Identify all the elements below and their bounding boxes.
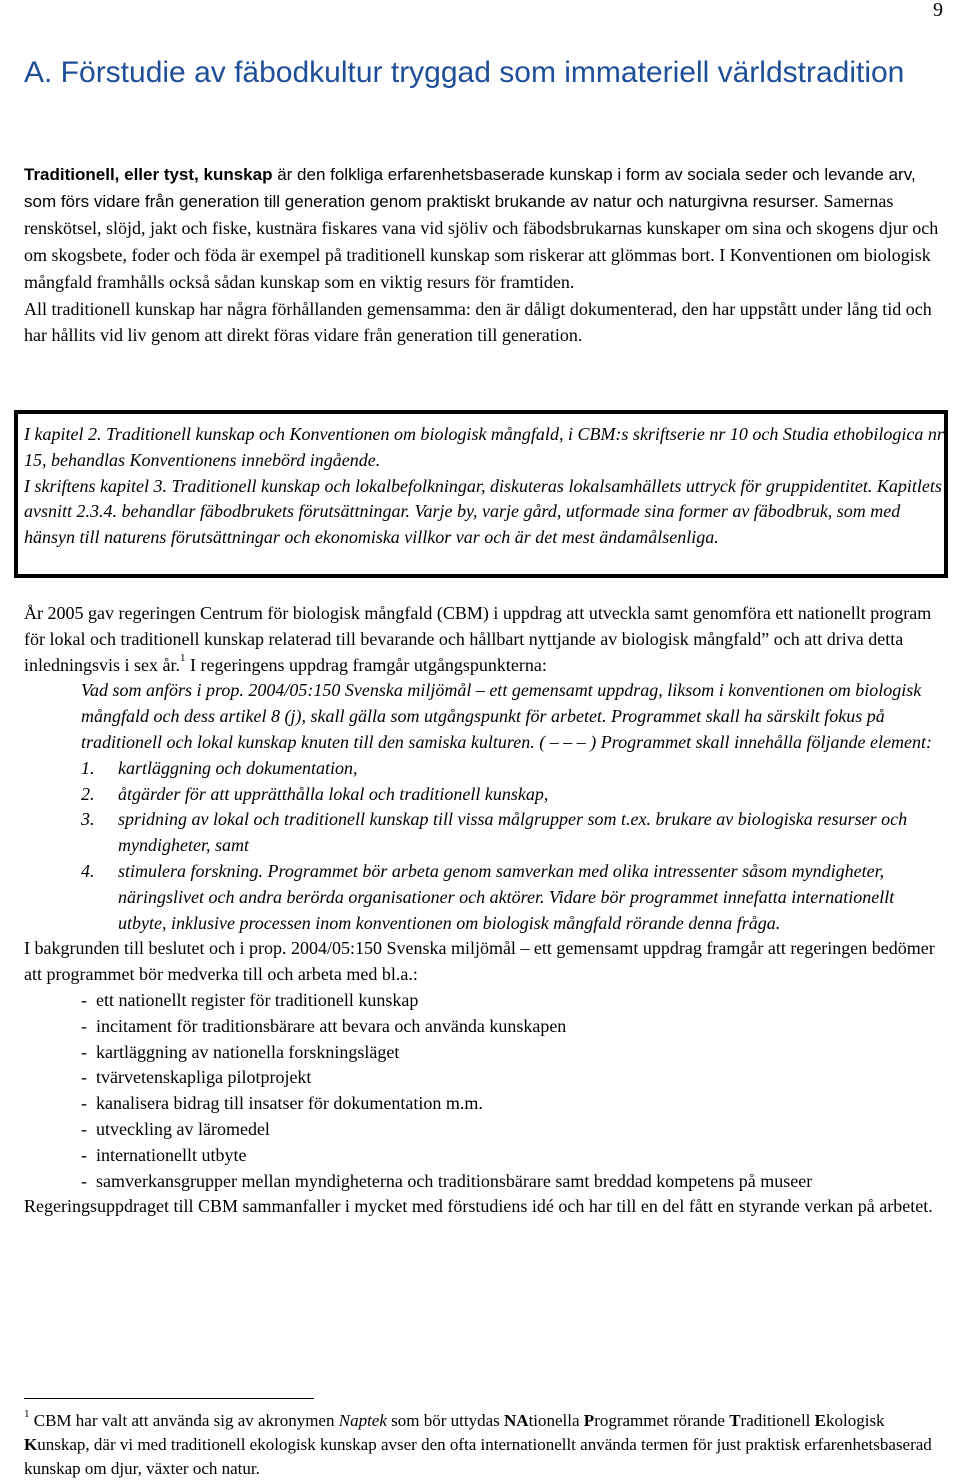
list-item: - tvärvetenskapliga pilotprojekt: [81, 1067, 312, 1088]
list-item: - ett nationellt register för traditionell kunskap: [81, 989, 419, 1010]
list-item: - kartläggning av nationella forskningsläget: [81, 1041, 400, 1062]
intro-p1-serif-text: Samernas renskötsel, slöjd, jakt och fiske, kustnära fiskares vana vid sjöliv och fäbodsbrukarnas kunskaper om sina och skogens djur och om skogsbete, foder och föda är exempel på traditionell kunskap som riskerar att glömmas bort. I Konventionen om biologisk mångfald framhålls också sådan kunskap som en viktig resurs för framtiden.: [24, 191, 939, 292]
acronym-letter: K: [24, 1435, 38, 1454]
page-number: 9: [933, 0, 943, 21]
main-section: [24, 601, 944, 1220]
main-paragraph-1: [24, 601, 944, 678]
list-item-text: kartläggning av nationella forskningsläget: [96, 1041, 400, 1062]
list-item-text: stimulera forskning. Programmet bör arbeta genom samverkan med olika intressenter såsom myndigheter, näringslivet och andra berörda organisationer och aktörer. Vidare bör programmet innefatta internationellt utbyte, inklusive processen inom konventionen om biologisk mångfald rörande denna fråga.: [118, 860, 895, 933]
acronym-letter: E: [814, 1411, 826, 1430]
list-item-number: 1.: [81, 757, 95, 778]
government-quote: Vad som anförs i prop. 2004/05:150 Svenska miljömål – ett gemensamt uppdrag, liksom i konventionen om biologisk mångfald och dess artikel 8 (j), skall gälla som utgångspunkt för arbetet. Programmet skall ha särskilt fokus på traditionell och lokal kunskap knuten till den samiska kulturen. ( – – – ) Programmet skall innehålla följande element:: [81, 680, 933, 752]
footnote: [24, 1409, 944, 1481]
list-item-text: internationellt utbyte: [96, 1144, 247, 1165]
list-item-number: 3.: [81, 809, 95, 830]
list-item: [24, 807, 944, 859]
list-item: [24, 782, 944, 808]
list-item: - incitament för traditionsbärare att bevara och använda kunskapen: [81, 1015, 567, 1036]
acronym-letter: T: [729, 1411, 741, 1430]
footnote-text: kologisk: [826, 1411, 885, 1430]
program-task-list: [24, 988, 944, 1194]
intro-section: [24, 162, 944, 348]
list-item-number: 4.: [81, 860, 95, 881]
footnote-text: raditionell: [740, 1411, 815, 1430]
footnote-text: som bör uttydas: [386, 1411, 504, 1430]
main-p1-text: År 2005 gav regeringen Centrum för biologisk mångfald (CBM) i uppdrag att utveckla samt genomföra ett nationellt program för lokal och traditionell kunskap relaterad till bevarande och hållbart nyttjande av biologisk mångfald” och att driva detta inledningsvis i sex år.: [24, 603, 932, 675]
footnote-text: CBM har valt att använda sig av akronymen: [29, 1411, 339, 1430]
intro-p1-text: är den folkliga erfarenhetsbaserade kunskap i form av sociala seder och levande arv, som förs vidare från generation till generation genom praktiskt brukande av natur och naturgivna resurser.: [24, 165, 916, 211]
main-p1-text-end: I regeringens uppdrag framgår utgångspunkterna:: [185, 654, 547, 675]
list-item-number: 2.: [81, 783, 95, 804]
intro-bold-lead: Traditionell, eller tyst, kunskap: [24, 165, 273, 184]
quote-element-list: [24, 756, 944, 937]
list-item-text: samverkansgrupper mellan myndigheterna och traditionsbärare samt breddad kompetens på museer: [96, 1170, 813, 1191]
list-item: - samverkansgrupper mellan myndigheterna och traditionsbärare samt breddad kompetens på museer: [81, 1170, 813, 1191]
intro-paragraph-2: All traditionell kunskap har några förhållanden gemensamma: den är dåligt dokumenterad, den har uppstått under lång tid och har hållits vid liv genom att direkt föras vidare från generation till generation.: [24, 299, 932, 345]
intro-paragraph-1: [24, 162, 944, 296]
acronym-naptek: Naptek: [338, 1411, 387, 1430]
reference-box: [24, 422, 944, 551]
list-item: [24, 756, 944, 782]
main-paragraph-3: Regeringsuppdraget till CBM sammanfaller i mycket med förstudiens idé och har till en del fått en styrande verkan på arbetet.: [24, 1196, 933, 1217]
reference-box-line-1: I kapitel 2. Traditionell kunskap och Konventionen om biologisk mångfald, i CBM:s skriftserie nr 10 och Studia ethobilogica nr 15, behandlas Konventionens innebörd ingående.: [24, 424, 944, 470]
list-item-text: utveckling av läromedel: [96, 1118, 270, 1139]
list-item-text: åtgärder för att upprätthålla lokal och traditionell kunskap,: [118, 783, 549, 804]
list-item: - utveckling av läromedel: [81, 1118, 270, 1139]
list-item-text: ett nationellt register för traditionell kunskap: [96, 989, 419, 1010]
main-paragraph-2: I bakgrunden till beslutet och i prop. 2004/05:150 Svenska miljömål – ett gemensamt uppdrag framgår att regeringen bedömer att programmet bör medverka till och arbeta med bl.a.:: [24, 938, 935, 985]
list-item: - internationellt utbyte: [81, 1144, 247, 1165]
list-item-text: kartläggning och dokumentation,: [118, 757, 358, 778]
footnote-text: rogrammet rörande: [594, 1411, 730, 1430]
footnote-text: unskap, där vi med traditionell ekologisk kunskap avser den ofta internationellt använda termen för just praktisk erfarenhetsbaserad kunskap om djur, växter och natur.: [24, 1435, 932, 1478]
footnote-text: tionella: [528, 1411, 584, 1430]
list-item: [24, 859, 944, 936]
list-item-text: incitament för traditionsbärare att bevara och använda kunskapen: [96, 1015, 567, 1036]
page-title: A. Förstudie av fäbodkultur tryggad som immateriell världstradition: [24, 56, 905, 89]
list-item: - kanalisera bidrag till insatser för dokumentation m.m.: [81, 1093, 483, 1114]
footnote-divider: [24, 1398, 314, 1399]
list-item-text: tvärvetenskapliga pilotprojekt: [96, 1067, 312, 1088]
footnote-reference[interactable]: 1: [180, 651, 186, 664]
list-item-text: kanalisera bidrag till insatser för dokumentation m.m.: [96, 1093, 483, 1114]
acronym-letter: NA: [504, 1411, 529, 1430]
footnote-mark: 1: [24, 1408, 30, 1420]
reference-box-line-2: I skriftens kapitel 3. Traditionell kunskap och lokalbefolkningar, diskuteras lokalsamhällets uttryck för gruppidentitet. Kapitlets avsnitt 2.3.4. behandlar fäbodbrukets förutsättningar. Varje by, varje gård, utformade sina former av fäbodbruk, som med hänsyn till naturens förutsättningar och ekonomiska villkor var och är det mest ändamålsenliga.: [24, 475, 942, 548]
acronym-letter: P: [583, 1411, 595, 1430]
list-item-text: spridning av lokal och traditionell kunskap till vissa målgrupper som t.ex. brukare av biologiska resurser och myndigheter, samt: [118, 809, 908, 856]
